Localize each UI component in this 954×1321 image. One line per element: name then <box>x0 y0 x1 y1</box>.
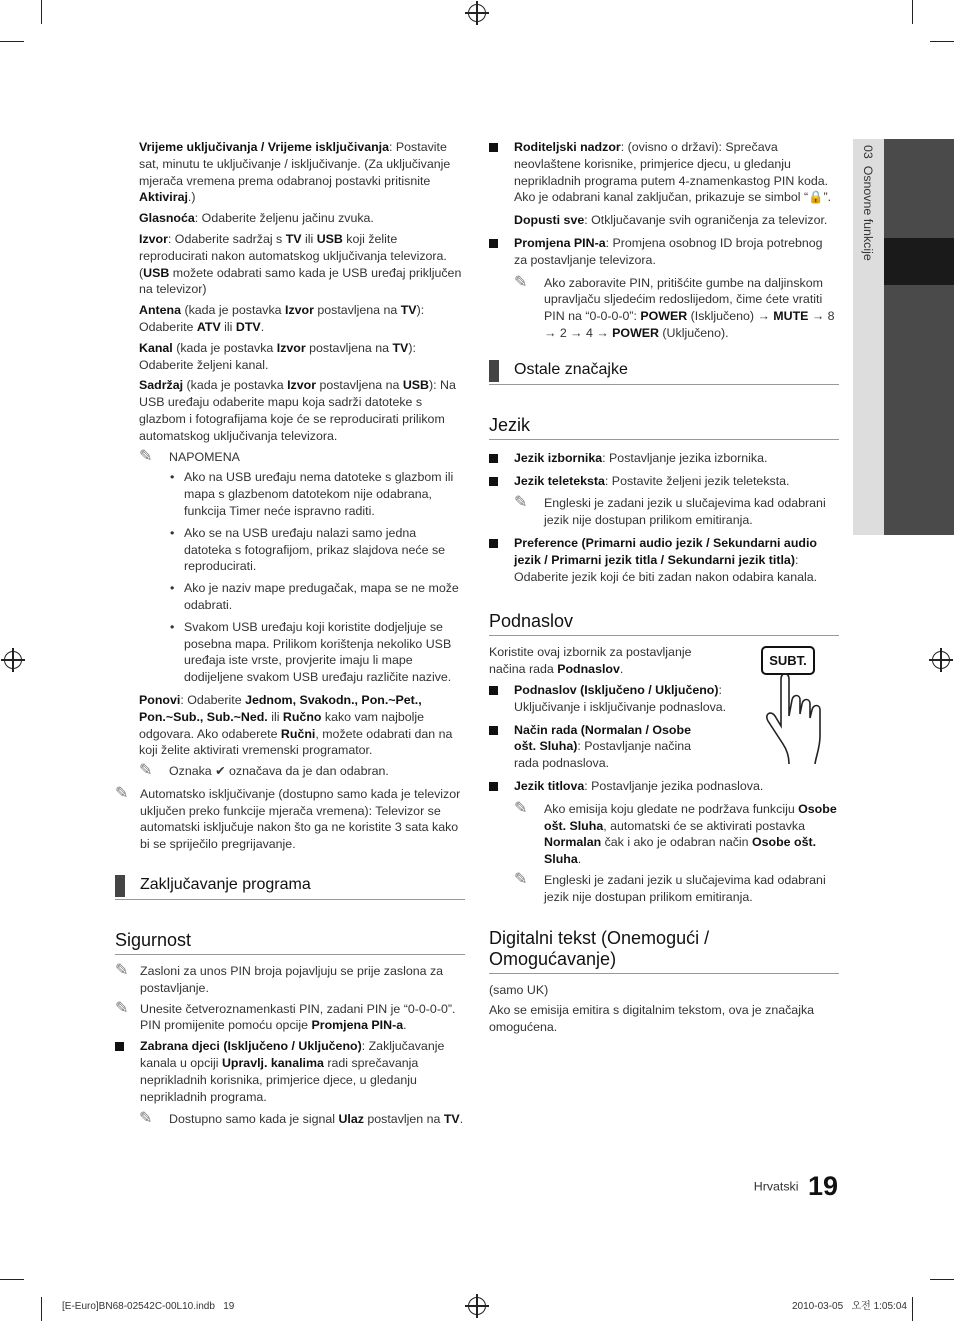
footer-language: Hrvatski <box>753 1179 799 1194</box>
lock-icon: 🔒 <box>808 190 824 205</box>
content-paragraph: Sadržaj (kada je postavka Izvor postavljena na USB): Na USB uređaju odaberite mapu koja sadrži datoteke s glazbom i fotografijama koje će se reproducirati prilikom automatskog uključivanja televizora. <box>139 378 456 443</box>
bullet-square-icon <box>489 726 498 735</box>
bullet-item: Način rada (Normalan / Osobe ošt. Sluha): Postavljanje načina rada podnaslova. <box>489 722 709 772</box>
note: ✎ Zasloni za unos PIN broja pojavljuju se prije zaslona za postavljanje. <box>115 962 444 995</box>
print-file-info: [E-Euro]BN68-02542C-00L10.indb 19 <box>62 1301 235 1312</box>
antenna-paragraph: Antena (kada je postavka Izvor postavljena na TV): Odaberite ATV ili DTV. <box>139 303 425 334</box>
channel-paragraph: Kanal (kada je postavka Izvor postavljena na TV): Odaberite željeni kanal. <box>139 340 416 372</box>
bullet-square-icon <box>489 454 498 463</box>
list-item: • Ako se na USB uređaju nalazi samo jedna datoteka s fotografijom, prikaz slajdova neće se reproducirati. <box>170 525 465 575</box>
list-item: • Ako je naziv mape predugačak, mapa se ne može odabrati. <box>170 580 465 614</box>
pencil-note-icon: ✎ <box>514 799 528 817</box>
bullet-square-icon <box>489 239 498 248</box>
crop-mark <box>0 41 24 42</box>
subtitle-intro: Koristite ovaj izbornik za postavljanje načina rada Podnaslov. <box>489 645 692 677</box>
registration-mark-icon <box>4 651 22 669</box>
bullet-item: Promjena PIN-a: Promjena osobnog ID broja potrebnog za postavljanje televizora. <box>489 235 839 269</box>
section-bar <box>489 360 499 382</box>
bullet-item: Jezik teleteksta: Postavite željeni jezik teleteksta. <box>489 473 839 490</box>
note: ✎ Oznaka ✔ označava da je dan odabran. <box>139 762 389 780</box>
timer-time-paragraph: Vrijeme uključivanja / Vrijeme isključivanja: Postavite sat, minutu te uključivanje / isključivanje. (Za uključivanje mjerača vremena prema odabranoj postavki pritisnite Aktiviraj.) <box>139 140 451 205</box>
page-footer <box>753 1171 838 1210</box>
bullet-square-icon <box>489 782 498 791</box>
section-header: Ostale značajke <box>489 360 839 385</box>
pencil-note-icon: ✎ <box>514 273 528 291</box>
crop-mark <box>930 1279 954 1280</box>
source-paragraph: Izvor: Odaberite sadržaj s TV ili USB koji želite reproducirati nakon automatskog uključivanja televizora. (USB možete odabrati samo kada je USB uređaj priključen na televizor) <box>139 231 462 297</box>
registration-mark-icon <box>468 4 486 22</box>
note: ✎ Unesite četveroznamenkasti PIN, zadani PIN je “0-0-0-0”. PIN promijenite pomoću opcije Promjena PIN-a. <box>115 999 456 1033</box>
note: ✎ Ako zaboravite PIN, pritišćite gumbe na daljinskom upravljaču sljedećim redoslijedom, čime ćete vratiti PIN na “0-0-0-0”: POWER (Isključeno) → MUTE → 8 → 2 → 4 → POWER (Uključeno). <box>514 273 835 340</box>
crop-mark <box>912 0 913 24</box>
pencil-note-icon: ✎ <box>115 784 129 802</box>
note: ✎ NAPOMENA <box>139 447 240 465</box>
bullet-item: Jezik titlova: Postavljanje jezika podnaslova. <box>489 778 839 795</box>
note: ✎ Automatsko isključivanje (dostupno samo kada je televizor uključen preko funkcije mjerača vremena): Televizor se automatski isključuje nakon što ga ne koristite 3 sata kako bi se spriječilo pregrijavanje. <box>115 784 461 852</box>
bullet-item: Roditeljski nadzor: (ovisno o državi): Sprečava neovlaštene korisnike, primjerice djecu, u gledanju neprikladnih programa putem 4-znamenkastog PIN koda. Ako je odabrani kanal zaključan, prikazuje se simbol “🔒”. <box>489 139 839 206</box>
note: ✎ Ako emisija koju gledate ne podržava funkciju Osobe ošt. Sluha, automatski će se aktivirati postavka Normalan čak i ako je odabran način Osobe ošt. Sluha. <box>514 799 837 867</box>
pencil-note-icon: ✎ <box>139 447 153 465</box>
checkmark-icon: ✔ <box>215 764 226 779</box>
hand-pointer-icon <box>759 644 839 764</box>
repeat-paragraph: Ponovi: Odaberite Jednom, Svakodn., Pon.~Pet., Pon.~Sub., Sub.~Ned. ili Ručno kako vam najbolje odgovara. Ako odaberete Ručni, možete odabrati dan na koji želite aktivirati vremenski programator. <box>139 692 453 758</box>
chapter-title: Osnovne funkcije <box>861 165 875 261</box>
pencil-note-icon: ✎ <box>514 494 528 512</box>
list-item: • Ako na USB uređaju nema datoteke s glazbom ili mapa s glazbenom datotekom nije odabrana, funkcija Timer neće ispravno raditi. <box>170 469 465 519</box>
section-bar <box>115 875 125 897</box>
pencil-note-icon: ✎ <box>139 1110 153 1128</box>
right-column <box>489 139 839 1040</box>
bullet-item: Podnaslov (Isključeno / Uključeno): Uključivanje i isključivanje podnaslova. <box>489 682 739 716</box>
bullet-item: Preference (Primarni audio jezik / Sekundarni audio jezik / Primarni jezik titla / Sekundarni jezik titla): Odaberite jezik koji će biti zadan nakon odabira kanala. <box>489 535 839 585</box>
left-column <box>115 139 465 1132</box>
section-title: Sigurnost <box>115 930 465 955</box>
digital-text-note: (samo UK) <box>489 982 549 997</box>
crop-mark <box>41 0 42 24</box>
bullet-square-icon <box>489 477 498 486</box>
bullet-item: Jezik izbornika: Postavljanje jezika izbornika. <box>489 450 839 467</box>
bullet-square-icon <box>489 143 498 152</box>
crop-mark <box>0 1279 24 1280</box>
side-tab-dark <box>884 139 954 535</box>
chapter-number: 03 <box>861 145 875 159</box>
pencil-note-icon: ✎ <box>115 999 129 1017</box>
bullet-square-icon <box>489 686 498 695</box>
registration-mark-icon <box>468 1297 486 1315</box>
crop-mark <box>41 1297 42 1321</box>
crop-mark <box>912 1297 913 1321</box>
pencil-note-icon: ✎ <box>514 870 528 888</box>
bullet-square-icon <box>115 1042 124 1051</box>
pencil-note-icon: ✎ <box>115 962 129 980</box>
allow-all-paragraph: Dopusti sve: Otključavanje svih ograničenja za televizor. <box>514 213 828 228</box>
note: ✎ Dostupno samo kada je signal Ulaz postavljen na TV. <box>139 1110 464 1128</box>
page-number: 19 <box>807 1171 838 1202</box>
note-list <box>139 469 465 686</box>
pencil-note-icon: ✎ <box>139 762 153 780</box>
list-item: • Svakom USB uređaju koji koristite dodjeljuje se posebna mapa. Prilikom korištenja nekoliko USB uređaja iste vrste, provjerite imaju li mape dodijeljene svakom USB uređaju različite nazive. <box>170 619 465 686</box>
crop-mark <box>930 41 954 42</box>
section-title: Jezik <box>489 415 839 440</box>
note: ✎ Engleski je zadani jezik u slučajevima kad odabrani jezik nije dostupan prilikom emitiranja. <box>514 494 826 528</box>
subt-button: SUBT. <box>761 646 815 675</box>
bullet-item: Zabrana djeci (Isključeno / Uključeno): Zaključavanje kanala u opciji Upravlj. kanalima radi sprečavanja neprikladnih korisnika, primjerice djece, u gledanju neprikladnih programa. <box>115 1038 465 1105</box>
digital-text-paragraph: Ako se emisija emitira s digitalnim tekstom, ova je značajka omogućena. <box>489 1003 815 1035</box>
subtitle-block <box>489 644 839 772</box>
side-tab-label <box>853 139 884 299</box>
side-tab-active <box>884 238 954 285</box>
section-title: Podnaslov <box>489 611 839 636</box>
bullet-square-icon <box>489 539 498 548</box>
print-date-info: 2010-03-05 오전 1:05:04 <box>792 1301 907 1312</box>
section-header: Zaključavanje programa <box>115 875 465 900</box>
subt-remote-illustration <box>759 644 839 764</box>
registration-mark-icon <box>932 651 950 669</box>
volume-paragraph: Glasnoća: Odaberite željenu jačinu zvuka. <box>139 211 374 226</box>
section-title: Digitalni tekst (Onemogući / Omogućavanje) <box>489 928 839 974</box>
note: ✎ Engleski je zadani jezik u slučajevima kad odabrani jezik nije dostupan prilikom emitiranja. <box>514 870 826 904</box>
